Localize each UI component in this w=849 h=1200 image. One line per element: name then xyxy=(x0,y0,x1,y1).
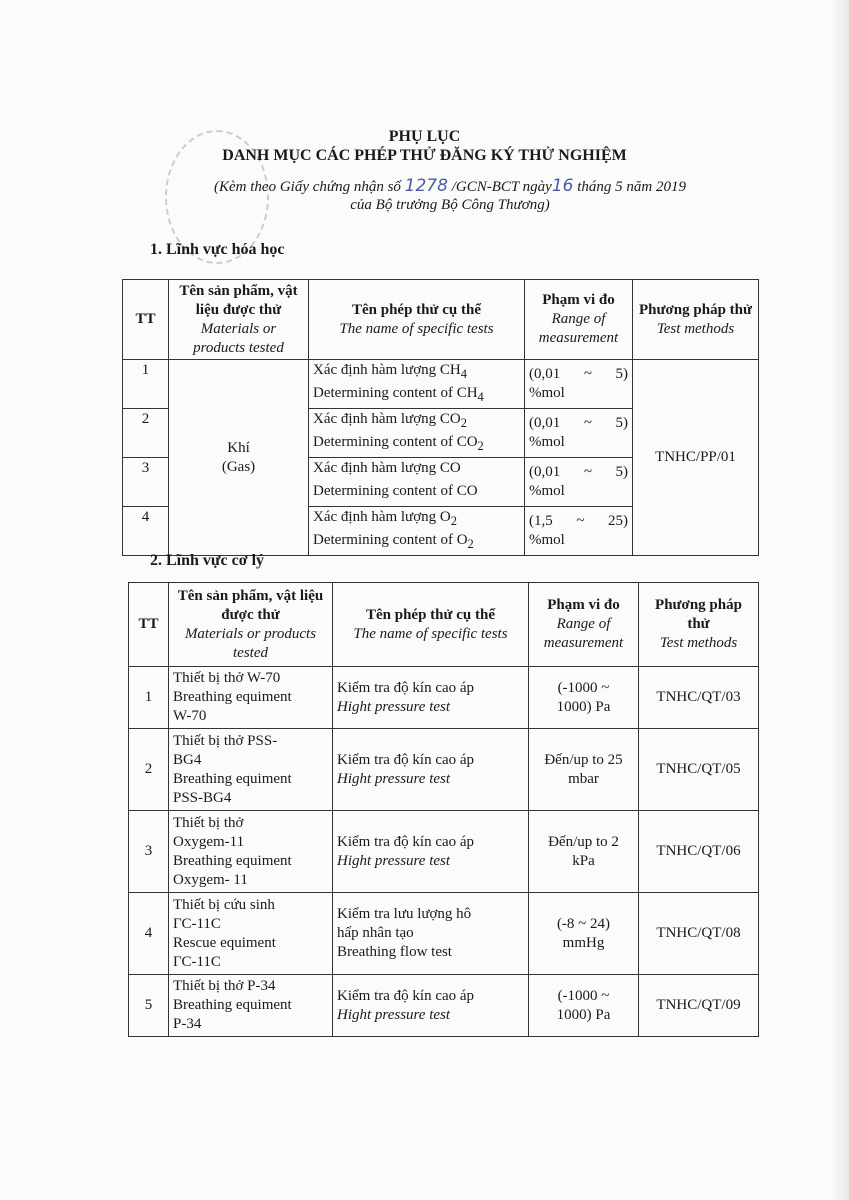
handwritten-day: 16 xyxy=(551,176,574,196)
section-1-title: 1. Lĩnh vực hóa học xyxy=(150,241,285,258)
table-row: 1 Thiết bị thở W-70 Breathing equiment W-70 Kiểm tra độ kín cao áp Hight pressure test (-1000 ~ 1000) Pa TNHC/QT/03 xyxy=(129,667,759,729)
section-2-title: 2. Lĩnh vực cơ lý xyxy=(150,552,265,569)
table-row: 2 Xác định hàm lượng $CO_2$ Determining content of $CO_2$ (0,01 ~ 5) %mol xyxy=(123,409,759,458)
chemistry-tests-table xyxy=(122,279,759,556)
header-product: Tên sản phẩm, vật liệu được thử Materials or products tested xyxy=(169,583,333,667)
handwritten-number: 1278 xyxy=(404,176,448,196)
header-method: Phương pháp thử Test methods xyxy=(633,280,759,360)
list-title: DANH MỤC CÁC PHÉP THỬ ĐĂNG KÝ THỬ NGHIỆM xyxy=(222,147,627,164)
table-row: 5 Thiết bị thở P-34 Breathing equiment P-34 Kiểm tra độ kín cao áp Hight pressure test (-1000 ~ 1000) Pa TNHC/QT/09 xyxy=(129,975,759,1037)
header-range: Phạm vi đo Range of measurement xyxy=(529,583,639,667)
header-test: Tên phép thử cụ thể The name of specific tests xyxy=(309,280,525,360)
header-method: Phương pháp thử Test methods xyxy=(639,583,759,667)
page-edge-shadow xyxy=(831,0,849,1200)
header-product: Tên sản phẩm, vật liệu được thử Materials or products tested xyxy=(169,280,309,360)
table-row: 1 Khí (Gas) Xác định hàm lượng $CH_4$ Determining content of $CH_4$ (0,01 ~ 5) %mol TNHC/PP/01 xyxy=(123,360,759,409)
method-cell: TNHC/PP/01 xyxy=(633,360,759,556)
certificate-reference: (Kèm theo Giấy chứng nhận số 1278 /GCN-BCT ngày16 tháng 5 năm 2019 xyxy=(214,176,686,196)
appendix-title: PHỤ LỤC xyxy=(388,128,461,145)
table-row: 4 Thiết bị cứu sinh ГС-11С Rescue equiment ГС-11С Kiểm tra lưu lượng hô hấp nhân tạo Breathing flow test (-8 ~ 24) mmHg TNHC/QT/08 xyxy=(129,893,759,975)
issuer-line: của Bộ trưởng Bộ Công Thương) xyxy=(350,197,550,213)
table-row: 3 Xác định hàm lượng CO Determining content of CO (0,01 ~ 5) %mol xyxy=(123,458,759,507)
header-tt: TT xyxy=(129,583,169,667)
table-header-row xyxy=(123,280,759,360)
header-test: Tên phép thử cụ thể The name of specific tests xyxy=(333,583,529,667)
header-tt: TT xyxy=(123,280,169,360)
table-row: 2 Thiết bị thở PSS- BG4 Breathing equiment PSS-BG4 Kiểm tra độ kín cao áp Hight pressure test Đến/up to 25 mbar TNHC/QT/05 xyxy=(129,729,759,811)
table-row: 4 Xác định hàm lượng $O_2$ Determining content of $O_2$ (1,5 ~ 25) %mol xyxy=(123,507,759,556)
mechanical-tests-table xyxy=(128,582,759,1037)
table-header-row xyxy=(129,583,759,667)
table-row: 3 Thiết bị thở Oxygem-11 Breathing equiment Oxygem- 11 Kiểm tra độ kín cao áp Hight pressure test Đến/up to 2 kPa TNHC/QT/06 xyxy=(129,811,759,893)
product-cell: Khí (Gas) xyxy=(169,360,309,556)
header-range: Phạm vi đo Range of measurement xyxy=(525,280,633,360)
